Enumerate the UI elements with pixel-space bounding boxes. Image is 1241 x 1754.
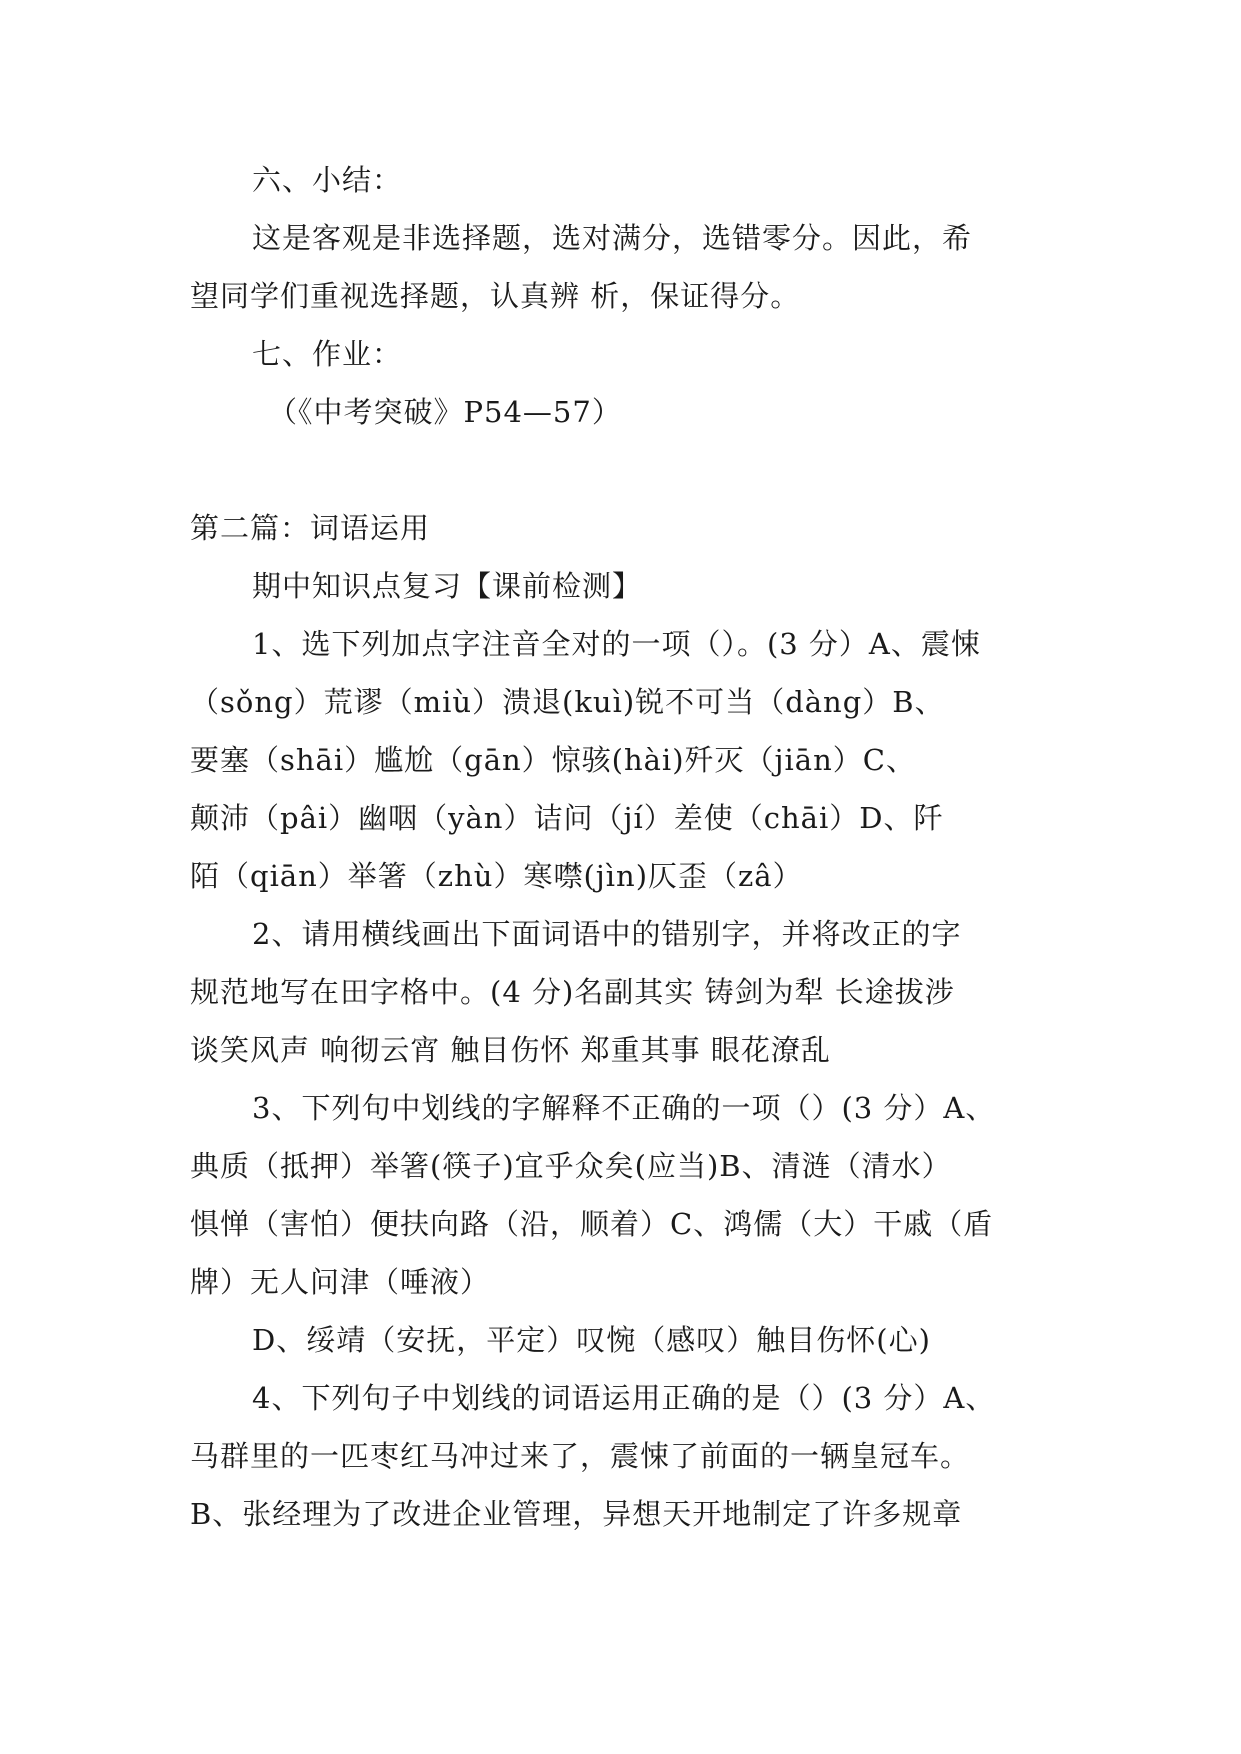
- question-line: 谈笑风声 响彻云宵 触目伤怀 郑重其事 眼花潦乱: [190, 1033, 831, 1067]
- question-line: D、绥靖（安抚，平定）叹惋（感叹）触目伤怀(心): [252, 1323, 931, 1357]
- question-line: B、张经理为了改进企业管理，异想天开地制定了许多规章: [190, 1497, 963, 1531]
- question-line: 颠沛（pâi）幽咽（yàn）诘问（jí）差使（chāi）D、阡: [190, 801, 944, 835]
- question-line: 惧惮（害怕）便扶向路（沿，顺着）C、鸿儒（大）干戚（盾: [190, 1207, 994, 1241]
- question-line: 规范地写在田字格中。(4 分)名副其实 铸剑为犁 长途拔涉: [190, 975, 955, 1009]
- question-line: 3、下列句中划线的字解释不正确的一项（）(3 分）A、: [252, 1091, 996, 1125]
- question-line: 马群里的一匹枣红马冲过来了，震悚了前面的一辆皇冠车。: [190, 1439, 971, 1473]
- paragraph-line: 这是客观是非选择题，选对满分，选错零分。因此，希: [252, 221, 973, 255]
- question-line: 1、选下列加点字注音全对的一项（）。(3 分）A、震悚: [252, 627, 981, 661]
- chapter-title: 第二篇：词语运用: [190, 511, 431, 545]
- question-line: 要塞（shāi）尴尬（gān）惊骇(hài)歼灭（jiān）C、: [190, 743, 916, 777]
- section-heading-summary: 六、小结：: [252, 163, 403, 197]
- question-line: 典质（抵押）举箸(筷子)宜乎众矣(应当)B、清涟（清水）: [190, 1149, 952, 1183]
- paragraph-line: 望同学们重视选择题，认真辨 析，保证得分。: [190, 279, 801, 313]
- section-heading-homework: 七、作业：: [252, 337, 403, 371]
- question-line: 2、请用横线画出下面词语中的错别字，并将改正的字: [252, 917, 962, 951]
- subtitle: 期中知识点复习【课前检测】: [252, 569, 643, 603]
- question-line: 陌（qiān）举箸（zhù）寒噤(jìn)仄歪（zâ）: [190, 859, 803, 893]
- paragraph-line: （《中考突破》P54—57）: [268, 395, 622, 429]
- question-line: （sǒng）荒谬（miù）溃退(kuì)锐不可当（dàng）B、: [190, 685, 945, 719]
- question-line: 牌）无人问津（唾液）: [190, 1265, 491, 1299]
- question-line: 4、下列句子中划线的词语运用正确的是（）(3 分）A、: [252, 1381, 996, 1415]
